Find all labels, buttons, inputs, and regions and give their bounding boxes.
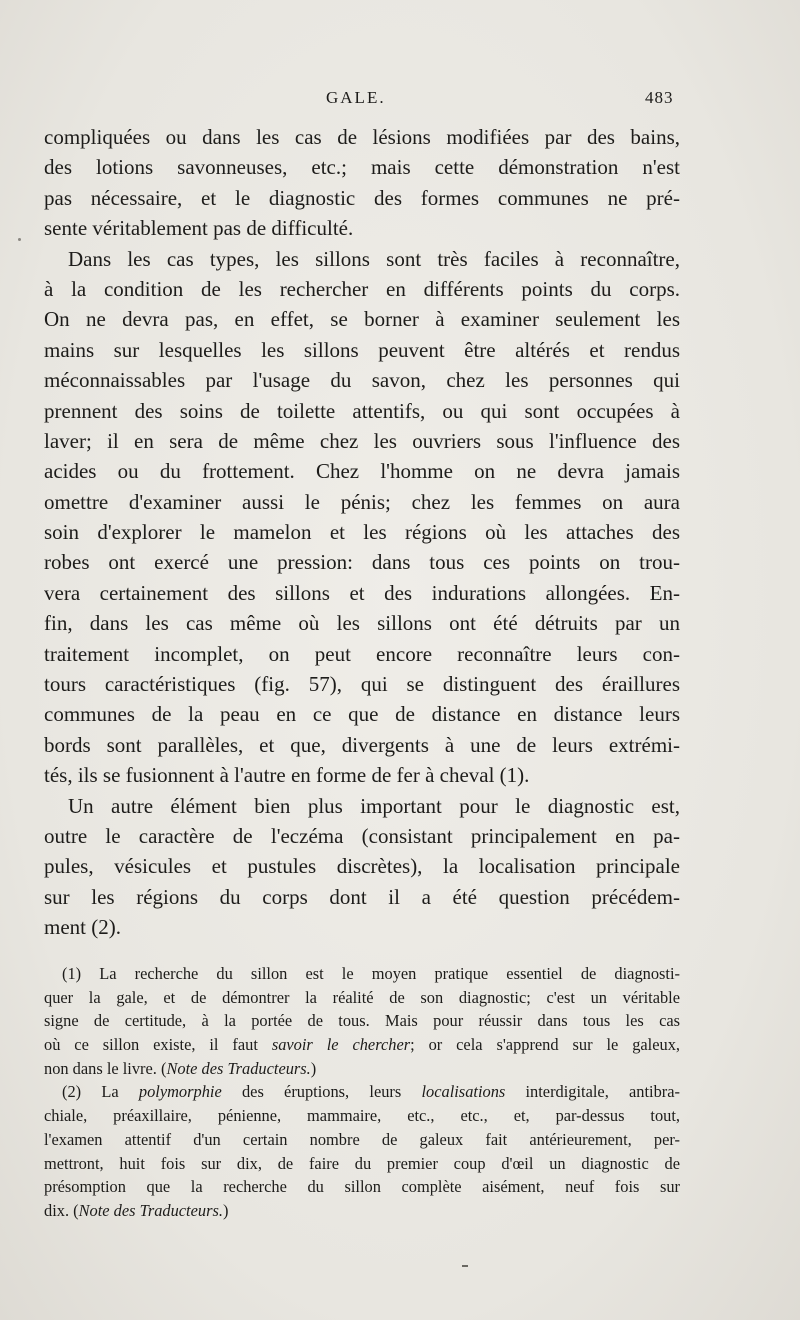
footnote-line [44, 1057, 680, 1081]
footnote-line: quer la gale, et de démontrer la réalité de son diagnostic; c'est un véritable [44, 987, 680, 1007]
body-line: On ne devra pas, en effet, se borner à examiner seulement les [44, 307, 680, 332]
footnote-line: présomption que la recherche du sillon complète aisément, neuf fois sur [44, 1177, 680, 1197]
running-head: GALE. [326, 88, 386, 107]
page-header [0, 88, 800, 112]
body-line: robes ont exercé une pression: dans tous ces points on trou- [44, 550, 680, 575]
body-line: traitement incomplet, on peut encore reconnaître leurs con- [44, 641, 680, 666]
body-line: des lotions savonneuses, etc.; mais cette démonstration n'est [44, 155, 680, 180]
footnote-text: ) [310, 1058, 317, 1078]
footnote-italic: savoir le chercher [271, 1035, 411, 1055]
body-line: sur les régions du corps dont il a été question précédem- [44, 884, 680, 909]
footnote-text: des éruptions, leurs [221, 1082, 422, 1102]
body-line: prennent des soins de toilette attentifs, ou qui sont occupées à [44, 398, 680, 423]
footnote-text: non dans le livre. ( [44, 1058, 167, 1078]
body-line: omettre d'examiner aussi le pénis; chez les femmes on aura [44, 489, 680, 514]
body-line: tours caractéristiques (fig. 57), qui se distinguent des éraillures [44, 672, 680, 697]
body-line: tés, ils se fusionnent à l'autre en forme de fer à cheval (1). [44, 763, 530, 788]
body-line: pules, vésicules et pustules discrètes), la localisation principale [44, 854, 680, 879]
footnote-italic: Note des Traducteurs. [166, 1058, 311, 1078]
footnote-line [44, 1080, 680, 1104]
body-line: à la condition de les rechercher en différents points du corps. [44, 276, 680, 301]
body-line: vera certainement des sillons et des indurations allongées. En- [44, 580, 680, 605]
footnote-text: où ce sillon existe, il faut [44, 1035, 272, 1055]
footnote-italic: polymorphie [138, 1082, 222, 1102]
body-line: bords sont parallèles, et que, divergents à une de leurs extrémi- [44, 732, 680, 757]
body-line: laver; il en sera de même chez les ouvriers sous l'influence des [44, 428, 680, 453]
footnote-2 [44, 1080, 680, 1222]
footnote-line: (1) La recherche du sillon est le moyen pratique essentiel de diagnosti- [62, 964, 680, 983]
body-text [44, 122, 680, 943]
body-line: Dans les cas types, les sillons sont très faciles à reconnaître, [68, 246, 680, 271]
body-line: compliquées ou dans les cas de lésions modifiées par des bains, [44, 125, 680, 149]
footnotes [44, 962, 680, 1223]
body-line: pas nécessaire, et le diagnostic des formes communes ne pré- [44, 185, 680, 210]
body-line: sente véritablement pas de difficulté. [44, 216, 354, 241]
footnote-text: dix. ( [44, 1200, 79, 1220]
footnote-line: signe de certitude, à la portée de tous. Mais pour réussir dans tous les cas [44, 1011, 680, 1031]
footnote-line [44, 1033, 680, 1057]
footnote-italic: Note des Traducteurs. [78, 1200, 223, 1220]
body-line: méconnaissables par l'usage du savon, chez les personnes qui [44, 368, 680, 393]
body-line: communes de la peau en ce que de distance en distance leurs [44, 702, 680, 727]
footnote-italic: localisations [421, 1082, 506, 1102]
footnote-text: (2) La [62, 1082, 139, 1102]
margin-speck [18, 238, 21, 241]
page-number: 483 [645, 88, 674, 107]
footnote-1 [44, 962, 680, 1080]
ink-mark [462, 1265, 468, 1267]
footnote-line: mettront, huit fois sur dix, de faire du premier coup d'œil un diagnostic de [44, 1153, 680, 1173]
body-line: soin d'explorer le mamelon et les régions où les attaches des [44, 520, 680, 545]
footnote-text: interdigitale, antibra- [505, 1082, 680, 1102]
body-line: Un autre élément bien plus important pour le diagnostic est, [68, 793, 680, 818]
body-line: mains sur lesquelles les sillons peuvent être altérés et rendus [44, 337, 680, 362]
footnote-text: ) [222, 1200, 229, 1220]
body-line: ment (2). [44, 915, 121, 940]
footnote-text: ; or cela s'apprend sur le galeux, [410, 1035, 680, 1055]
footnote-line [44, 1199, 680, 1223]
body-line: outre le caractère de l'eczéma (consistant principalement en pa- [44, 823, 680, 848]
footnote-line: chiale, préaxillaire, pénienne, mammaire, etc., etc., et, par-dessus tout, [44, 1106, 680, 1126]
body-line: fin, dans les cas même où les sillons ont été détruits par un [44, 611, 680, 636]
footnote-line: l'examen attentif d'un certain nombre de galeux fait antérieurement, per- [44, 1129, 680, 1149]
body-line: acides ou du frottement. Chez l'homme on ne devra jamais [44, 459, 680, 484]
